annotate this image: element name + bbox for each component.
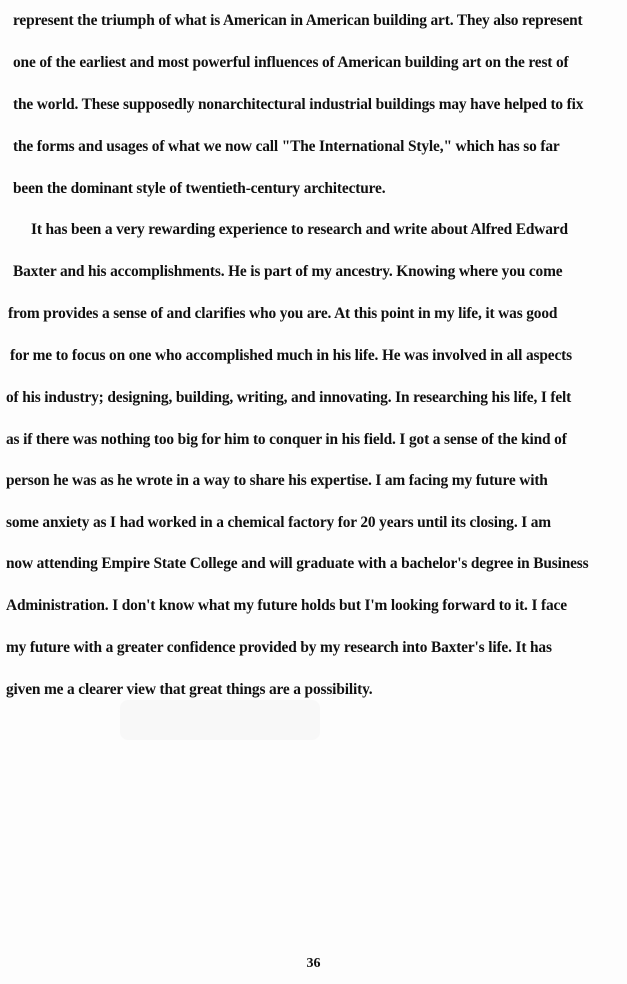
paragraph-2-line-8: some anxiety as I had worked in a chemical factory for 20 years until its closing. I am <box>6 514 551 531</box>
paragraph-2-line-11: my future with a greater confidence provided by my research into Baxter's life. It has <box>6 639 552 656</box>
paragraph-2-line-7: person he was as he wrote in a way to share his expertise. I am facing my future with <box>6 472 548 489</box>
paragraph-2-line-4: for me to focus on one who accomplished much in his life. He was involved in all aspects <box>10 347 572 364</box>
paragraph-1-line-3: the world. These supposedly nonarchitectural industrial buildings may have helped to fix <box>13 96 584 113</box>
paragraph-2-line-5: of his industry; designing, building, writing, and innovating. In researching his life, I felt <box>6 389 572 406</box>
paragraph-1-line-2: one of the earliest and most powerful influences of American building art on the rest of <box>13 54 569 71</box>
paragraph-2-line-9: now attending Empire State College and will graduate with a bachelor's degree in Business <box>6 555 589 572</box>
paragraph-2-line-1: It has been a very rewarding experience to research and write about Alfred Edward <box>31 221 568 238</box>
paragraph-1-line-1: represent the triumph of what is American in American building art. They also represent <box>13 12 583 29</box>
paragraph-2-line-2: Baxter and his accomplishments. He is part of my ancestry. Knowing where you come <box>13 263 563 280</box>
paragraph-2-line-12: given me a clearer view that great things are a possibility. <box>6 681 373 698</box>
paragraph-2-line-3: from provides a sense of and clarifies who you are. At this point in my life, it was good <box>8 305 558 322</box>
paragraph-2-line-10: Administration. I don't know what my future holds but I'm looking forward to it. I face <box>6 597 567 614</box>
scan-smudge <box>120 700 320 740</box>
paragraph-1-line-5: been the dominant style of twentieth-century architecture. <box>13 180 386 197</box>
paragraph-2-line-6: as if there was nothing too big for him to conquer in his field. I got a sense of the kind of <box>6 431 567 448</box>
paragraph-1-line-4: the forms and usages of what we now call "The International Style," which has so far <box>13 138 560 155</box>
page-number: 36 <box>306 956 321 971</box>
